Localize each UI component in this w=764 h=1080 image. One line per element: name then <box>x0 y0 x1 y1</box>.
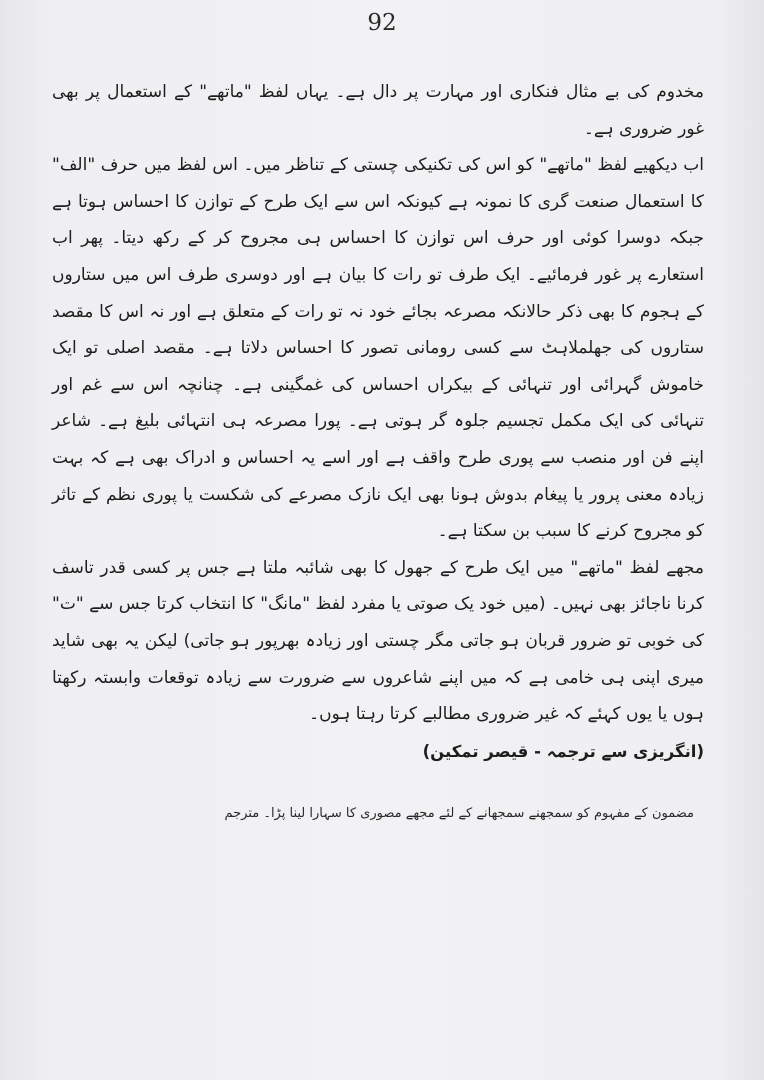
body-text <box>52 74 704 771</box>
paragraph-2: اب دیکھیے لفظ "ماتھے" کو اس کی تکنیکی چستی کے تناظر میں۔ اس لفظ میں حرف "الف" کا استعمال صنعت گری کا نمونہ ہے کیونکہ اس سے ایک طرح کے توازن کا احساس ہوتا ہے جبکہ دوسرا کوئی اور حرف اس توازن کا احساس ہی مجروح کر کے رکھ دیتا۔ پھر اب استعارے پر غور فرمائیے۔ ایک طرف تو رات کا بیان ہے اور دوسری طرف اس میں ستاروں کے ہجوم کا بھی ذکر حالانکہ مصرعہ بجائے خود نہ تو رات کے متعلق ہے اور نہ اس کا مقصد ستاروں کی جھلملاہٹ سے کسی رومانی تصور کا احساس دلاتا ہے۔ مقصد اصلی تو ایک خاموش گہرائی اور تنہائی کے بیکراں احساس کی غمگینی ہے۔ چنانچہ اس سے غم اور تنہائی کی ایک مکمل تجسیم جلوہ گر ہوتی ہے۔ پورا مصرعہ ہی انتہائی بلیغ ہے۔ شاعر اپنے فن اور منصب سے پوری طرح واقف ہے اور اسے یہ احساس و ادراک بھی ہے کہ بہت زیادہ معنی پرور یا پیغام بدوش ہونا بھی ایک نازک مصرعے کی شکست یا پوری نظم کے تاثر کو مجروح کرنے کا سبب بن سکتا ہے۔ <box>52 155 704 542</box>
paragraph-3: مجھے لفظ "ماتھے" میں ایک طرح کے جھول کا بھی شائبہ ملتا ہے جس پر کسی قدر تاسف کرنا ناجائز بھی نہیں۔ (میں خود یک صوتی یا مفرد لفظ "مانگ" کا انتخاب کرتا جس سے "ت" کی خوبی تو ضرور قربان ہو جاتی مگر چستی اور زیادہ بھرپور ہو جاتی) لیکن یہ بھی شاید میری اپنی ہی خامی ہے کہ میں اپنے شاعروں سے ضرورت سے زیادہ توقعات وابستہ رکھتا ہوں یا یوں کہئے کہ غیر ضروری مطالبے کرتا رہتا ہوں۔ <box>52 557 704 725</box>
page-number: 92 <box>367 10 397 36</box>
footnote <box>60 800 700 828</box>
footnote-text: مضمون کے مفہوم کو سمجھنے سمجھانے کے لئے مجھے مصوری کا سہارا لینا پڑا۔ مترجم <box>224 806 694 821</box>
paragraph-1: مخدوم کی بے مثال فنکاری اور مہارت پر دال ہے۔ یہاں لفظ "ماتھے" کے استعمال پر بھی غور ضروری ہے۔ <box>52 82 704 139</box>
translator-attribution: (انگریزی سے ترجمہ - قیصر تمکین) <box>422 741 704 761</box>
